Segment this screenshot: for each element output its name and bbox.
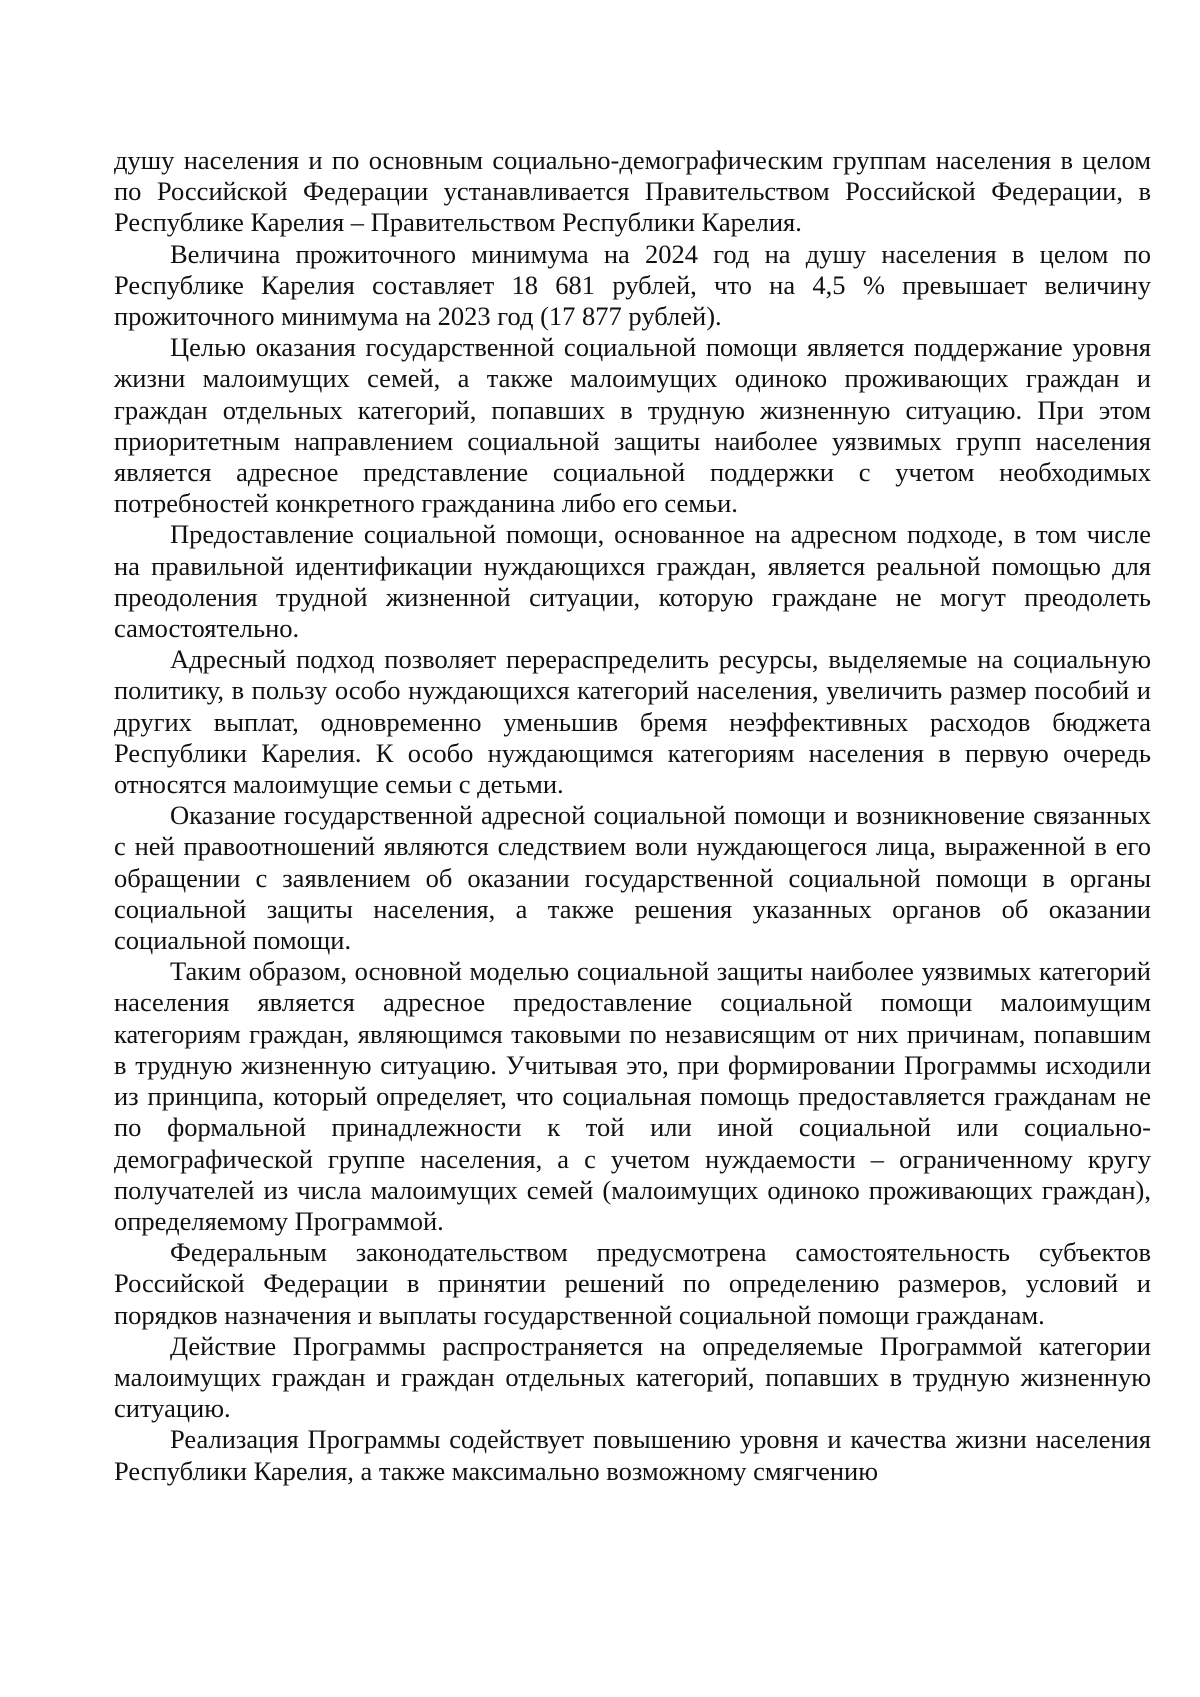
- paragraph-resource-redistribution: Адресный подход позволяет перераспределить ресурсы, выделяемые на социальную политику, в пользу особо нуждающихся категорий населения, увеличить размер пособий и других выплат, одновременно уменьшив бремя неэффективных расходов бюджета Республики Карелия. К особо нуждающимся категориям населения в первую очередь относятся малоимущие семьи с детьми.: [114, 644, 1151, 800]
- paragraph-subsistence-minimum: Величина прожиточного минимума на 2024 год на душу населения в целом по Республике Карелия составляет 18 681 рублей, что на 4,5 % превышает величину прожиточного минимума на 2023 год (17 877 рублей).: [114, 238, 1151, 332]
- document-body: [114, 145, 1151, 1487]
- paragraph-program-scope: Действие Программы распространяется на определяемые Программой категории малоимущих граждан и граждан отдельных категорий, попавших в трудную жизненную ситуацию.: [114, 1330, 1151, 1424]
- paragraph-targeted-approach: Предоставление социальной помощи, основанное на адресном подходе, в том числе на правильной идентификации нуждающихся граждан, является реальной помощью для преодоления трудной жизненной ситуации, которую граждане не могут преодолеть самостоятельно.: [114, 519, 1151, 644]
- paragraph-federal-legislation: Федеральным законодательством предусмотрена самостоятельность субъектов Российской Федерации в принятии решений по определению размеров, условий и порядков назначения и выплаты государственной социальной помощи гражданам.: [114, 1237, 1151, 1330]
- paragraph-aid-goal: Целью оказания государственной социальной помощи является поддержание уровня жизни малоимущих семей, а также малоимущих одиноко проживающих граждан и граждан отдельных категорий, попавших в трудную жизненную ситуацию. При этом приоритетным направлением социальной защиты наиболее уязвимых групп населения является адресное представление социальной поддержки с учетом необходимых потребностей конкретного гражданина либо его семьи.: [114, 332, 1151, 519]
- paragraph-legal-relations: Оказание государственной адресной социальной помощи и возникновение связанных с ней правоотношений являются следствием воли нуждающегося лица, выраженной в его обращении с заявлением об оказании государственной социальной помощи в органы социальной защиты населения, а также решения указанных органов об оказании социальной помощи.: [114, 800, 1151, 956]
- paragraph-program-implementation: Реализация Программы содействует повышению уровня и качества жизни населения Республики Карелия, а также максимально возможному смягчению: [114, 1424, 1151, 1486]
- paragraph-protection-model: Таким образом, основной моделью социальной защиты наиболее уязвимых категорий населения является адресное предоставление социальной помощи малоимущим категориям граждан, являющимся таковыми по независящим от них причинам, попавшим в трудную жизненную ситуацию. Учитывая это, при формировании Программы исходили из принципа, который определяет, что социальная помощь предоставляется гражданам не по формальной принадлежности к той или иной социальной или социально-демографической группе населения, а с учетом нуждаемости – ограниченному кругу получателей из числа малоимущих семей (малоимущих одиноко проживающих граждан), определяемому Программой.: [114, 956, 1151, 1236]
- paragraph-continued: душу населения и по основным социально-демографическим группам населения в целом по Российской Федерации устанавливается Правительством Российской Федерации, в Республике Карелия – Правительством Республики Карелия.: [114, 145, 1151, 238]
